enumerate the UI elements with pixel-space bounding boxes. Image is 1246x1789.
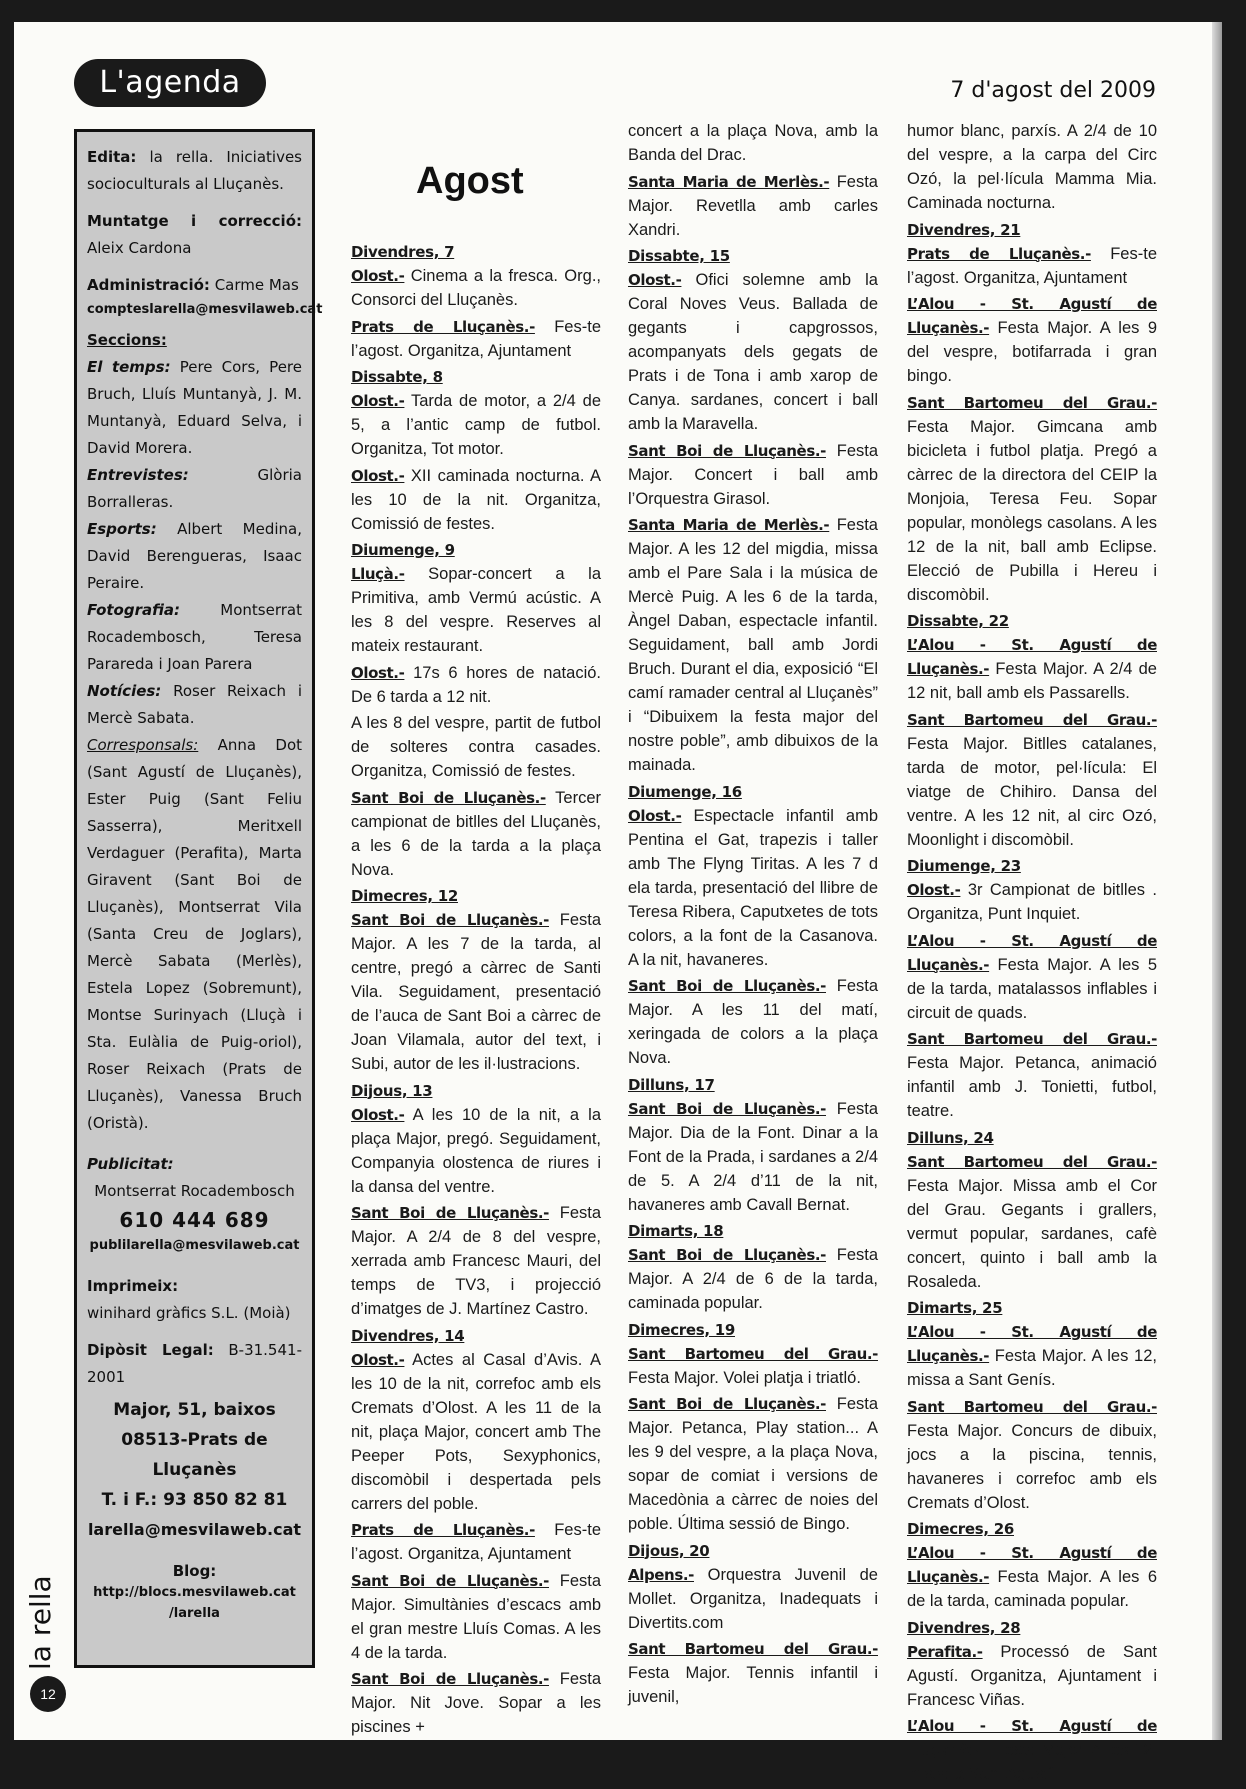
fotografia-value: Montserrat Rocadembosch, Teresa Parareda i Joan Parera — [87, 601, 302, 673]
agenda-entry — [907, 1541, 1157, 1613]
entry-text: XII caminada nocturna. A les 10 de la nit. Organitza, Comissió de festes. — [351, 466, 601, 533]
publicitat-phone: 610 444 689 — [119, 1208, 270, 1232]
agenda-entry — [351, 661, 601, 709]
edita-label: Edita: — [87, 148, 137, 166]
agenda-entry — [628, 268, 878, 436]
entry-place: Olost.- — [351, 267, 405, 285]
agenda-column-2 — [628, 119, 878, 1712]
address-line-1: Major, 51, baixos — [113, 1400, 276, 1420]
day-heading: Dissabte, 15 — [628, 247, 730, 265]
agenda-entry — [907, 119, 1157, 215]
day-heading: Dijous, 20 — [628, 1541, 710, 1560]
entry-text: Festa Major. Nit Jove. Sopar a les piscines + — [351, 1670, 602, 1736]
entry-place: L’Alou - St. Agustí de Lluçanès.- — [907, 1544, 1157, 1586]
entry-text: Fes-te l’agost. Organitza, Ajuntament — [351, 1521, 601, 1563]
agenda-entry — [907, 878, 1157, 926]
day-heading: Dilluns, 24 — [907, 1128, 994, 1147]
imprimeix-label: Imprimeix: — [87, 1277, 179, 1295]
entry-text: Tercer campionat de bitlles del Lluçanès, a les 6 de la tarda a la plaça Nova. — [351, 788, 601, 879]
day-heading: Diumenge, 16 — [628, 782, 742, 801]
edita-value: la rella. Iniciatives socioculturals al Lluçanès. — [87, 148, 302, 193]
day-heading: Divendres, 21 — [907, 220, 1021, 239]
agenda-entry — [628, 1097, 878, 1217]
entry-place: L’Alou - St. Agustí de Lluçanès.- — [907, 931, 1157, 974]
issue-date: 7 d'agost del 2009 — [950, 78, 1156, 103]
agenda-entry — [628, 439, 878, 511]
agenda-entry — [351, 389, 601, 461]
entry-text: Festa Major. Gimcana amb bicicleta i futbol platja. Pregó a càrrec de la directora del CEIP la Monjoia, Teresa Feu. Sopar popular, monòlegs casolans. A les 12 de la nit, ball amb Eclipse. Elecció de Pubilla i Hereu i discomòbil. — [907, 417, 1157, 604]
entry-place: Prats de Lluçanès.- — [907, 244, 1091, 263]
agenda-entry — [351, 1569, 601, 1665]
entry-place: Perafita.- — [907, 1642, 983, 1661]
agenda-entry — [351, 264, 601, 312]
agenda-entry — [628, 513, 878, 777]
agenda-entry — [351, 908, 601, 1076]
noticies-label: Notícies: — [87, 682, 162, 700]
corresponsals-value: Anna Dot (Sant Agustí de Lluçanès), Ester Puig (Sant Feliu Sasserra), Meritxell Verdaguer (Perafita), Marta Giravent (Sant Boi de Lluçanès), Montserrat Vila (Santa Creu de Joglars), Mercè Sabata (Merlès), Estela Lopez (Sobremunt), Montse Surinyach (Lluçà i Sta. Eulàlia de Puig-oriol), Roser Reixach (Prats de Lluçanès), Vanessa Bruch (Oristà). — [87, 736, 302, 1132]
agenda-entry — [351, 1667, 601, 1739]
entry-text: Fes-te l’agost. Organitza, Ajuntament — [907, 244, 1157, 287]
day-heading: Dimecres, 12 — [351, 887, 458, 905]
entry-place: Sant Bartomeu del Grau.- — [907, 710, 1157, 729]
agenda-entry — [351, 1201, 601, 1321]
entrevistes-label: Entrevistes: — [87, 466, 189, 484]
entry-text: Festa Major. Revetlla amb carles Xandri. — [628, 172, 878, 239]
noticies-value: Roser Reixach i Mercè Sabata. — [87, 682, 302, 727]
day-heading: Divendres, 7 — [351, 243, 455, 261]
entry-place: Sant Bartomeu del Grau.- — [907, 1397, 1157, 1416]
muntatge-value: Aleix Cardona — [87, 239, 192, 257]
brand-vertical: la rella — [24, 1575, 57, 1670]
day-heading: Divendres, 14 — [351, 1326, 465, 1345]
agenda-entry — [907, 633, 1157, 705]
entry-text: Festa Major. A les 9 del vespre, botifarrada i gran bingo. — [907, 319, 1157, 385]
magazine-page — [14, 22, 1222, 1783]
seccions-label: Seccions: — [87, 331, 167, 349]
day-heading: Dimecres, 26 — [907, 1520, 1014, 1538]
day-heading: Divendres, 28 — [907, 1618, 1021, 1637]
day-heading: Dimarts, 25 — [907, 1299, 1003, 1317]
agenda-entry — [351, 1518, 601, 1566]
temps-label: El temps: — [87, 358, 171, 376]
entry-place: Sant Bartomeu del Grau.- — [907, 393, 1157, 412]
agenda-entry — [907, 1150, 1157, 1294]
entry-place: Sant Bartomeu del Grau.- — [907, 1152, 1157, 1171]
admin-email: compteslarella@mesvilaweb.cat — [87, 302, 323, 317]
agenda-entry — [907, 1640, 1157, 1712]
agenda-entry — [351, 562, 601, 658]
publicitat-label: Publicitat: — [87, 1155, 174, 1173]
agenda-entry — [907, 929, 1157, 1025]
publicitat-name: Montserrat Rocadembosch — [94, 1182, 295, 1200]
esports-label: Esports: — [87, 520, 157, 538]
entry-text: A les 8 del vespre, partit de futbol de solteres contra casades. Organitza, Comissió de festes. — [351, 714, 601, 780]
entry-place: Sant Boi de Lluçanès.- — [628, 1395, 826, 1413]
entry-place: Sant Boi de Lluçanès.- — [628, 1099, 826, 1118]
entry-text: Festa Major. Concurs de dibuix, jocs a la piscina, tennis, havaneres i correfoc amb els Cremats d’Olost. — [907, 1421, 1157, 1512]
temps-value: Pere Cors, Pere Bruch, Lluís Muntanyà, J. M. Muntanyà, Eduard Selva, i David Morera. — [87, 358, 302, 457]
agenda-entry — [907, 708, 1157, 852]
entry-text: Cinema a la fresca. Org., Consorci del Lluçanès. — [351, 267, 601, 309]
entry-text: Festa Major. Simultànies d’escacs amb el gran mestre Lluís Comas. A les 4 de la tarda. — [351, 1571, 602, 1662]
entry-text: Tarda de motor, a 2/4 de 5, a l’antic camp de futbol. Organitza, Tot motor. — [351, 392, 601, 458]
entry-place: Sant Boi de Lluçanès.- — [628, 1246, 826, 1264]
day-heading: Dissabte, 22 — [907, 612, 1009, 630]
entry-text: Processó de Sant Agustí. Organitza, Ajuntament i Francesc Viñas. — [907, 1642, 1157, 1709]
credits-sidebar — [74, 129, 323, 1668]
entry-place: Olost.- — [351, 1350, 405, 1369]
entry-place: Olost.- — [907, 881, 961, 899]
entry-place: Sant Boi de Lluçanès.- — [628, 441, 826, 460]
entry-text: Festa Major. A les 7 de la tarda, al centre, pregó a càrrec de Santi Vila. Seguidament, presentació de l’auca de Sant Boi a càrrec de Joan Vilamala, autor del text, i Subi, autor de les il·lustracions. — [351, 911, 602, 1073]
entry-place: Santa Maria de Merlès.- — [628, 516, 830, 534]
day-heading: Diumenge, 9 — [351, 541, 455, 559]
entry-place: L’Alou - St. Agustí de Lluçanès.- — [907, 295, 1157, 337]
entry-text: Festa Major. A les 12, missa a Sant Genís. — [907, 1347, 1157, 1389]
agenda-entry — [628, 1637, 878, 1709]
entry-place: L’Alou - St. Agustí de Lluçanès.- — [907, 636, 1157, 678]
entry-place: Sant Boi de Lluçanès.- — [628, 977, 826, 995]
entry-text: A les 10 de la nit, a la plaça Major, pregó. Seguidament, Companyia olostenca de riures i la dansa del ventre. — [351, 1105, 601, 1196]
page-edge — [1212, 22, 1222, 1740]
month-title: Agost — [416, 160, 524, 202]
entry-text: Festa Major. A les 12, missa a Sant Agustí. — [907, 1741, 1157, 1783]
entry-text: Festa Major. A les 12 del migdia, missa amb el Pare Sala i la música de Mercè Puig. A les 6 de la tarda, Àngel Daban, espectacle infantil. Seguidament, ball amb Jordi Bruch. Durant el dia, exposició “El camí ramader central al Lluçanès” i “Dibuixem la festa major del nostre poble”, amb dibuixos de la mainada. — [628, 516, 878, 774]
agenda-entry — [907, 1027, 1157, 1123]
publicitat-email: publilarella@mesvilaweb.cat — [89, 1238, 300, 1253]
entry-text: Fes-te l’agost. Organitza, Ajuntament — [351, 317, 601, 360]
entry-text: 3r Campionat de bitlles . Organitza, Punt Inquiet. — [907, 881, 1157, 923]
agenda-entry — [907, 242, 1157, 290]
agenda-entry — [351, 711, 601, 783]
agenda-entry — [628, 1243, 878, 1315]
day-heading: Dijous, 13 — [351, 1081, 433, 1100]
agenda-entry — [907, 1395, 1157, 1515]
agenda-entry — [351, 786, 601, 882]
admin-label: Administració: — [87, 276, 210, 294]
agenda-entry — [351, 464, 601, 536]
agenda-column-3 — [907, 119, 1157, 1789]
entry-text: Festa Major. Petanca, Play station... A les 9 del vespre, a la plaça Nova, sopar de comiat i versions de Macedònia a càrrec de noies del poble. Última sessió de Bingo. — [628, 1395, 879, 1533]
entry-text: Sopar-concert a la Primitiva, amb Vermú acústic. A les 8 del vespre. Reserves al mateix restaurant. — [351, 565, 601, 655]
blog-url-2[interactable]: /larella — [169, 1606, 220, 1621]
section-tag: L'agenda — [74, 59, 266, 107]
entry-text: Espectacle infantil amb Pentina el Gat, trapezis i taller amb The Flyng Tiritas. A les 7 d ela tarda, presentació del llibre de Teresa Ribera, Caputxetes de tots colors, a la font de la Casanova. A la nit, havaneres. — [628, 806, 878, 969]
agenda-column-1 — [351, 240, 601, 1742]
entry-text: Festa Major. Tennis infantil i juvenil, — [628, 1664, 878, 1706]
entry-place: L’Alou - St. Agustí de Lluçanès.- — [907, 1323, 1157, 1365]
fotografia-label: Fotografia: — [87, 601, 181, 619]
entry-text: humor blanc, parxís. A 2/4 de 10 del vespre, a la carpa del Circ Ozó, la pel·lícula Mamma Mia. Caminada nocturna. — [907, 122, 1157, 212]
entry-place: Sant Bartomeu del Grau.- — [628, 1640, 878, 1658]
entry-place: Sant Bartomeu del Grau.- — [907, 1030, 1157, 1048]
diposit-value: B-31.541-2001 — [87, 1341, 302, 1386]
agenda-entry — [628, 1563, 878, 1635]
entry-place: Prats de Lluçanès.- — [351, 1521, 535, 1539]
agenda-entry — [628, 119, 878, 167]
entry-text: Festa Major. Missa amb el Cor del Grau. Gegants i grallers, vermut popular, sardanes, cafè concert, quinto i ball amb la Rosaleda. — [907, 1176, 1157, 1291]
blog-url-1[interactable]: http://blocs.mesvilaweb.cat — [93, 1585, 296, 1600]
day-heading: Dimarts, 18 — [628, 1222, 724, 1240]
entry-place: Santa Maria de Merlès.- — [628, 172, 830, 191]
day-heading: Dimecres, 19 — [628, 1320, 735, 1339]
entry-text: Festa Major. A 2/4 de 12 nit, ball amb els Passarells. — [907, 660, 1157, 702]
day-heading: Diumenge, 23 — [907, 857, 1021, 875]
entry-text: Festa Major. Bitlles catalanes, tarda de motor, pel·lícula: El viatge de Chihiro. Dansa del ventre. A les 12 nit, al circ Ozó, Moonlight i discomòbil. — [907, 734, 1157, 849]
entry-place: Sant Boi de Lluçanès.- — [351, 1204, 549, 1222]
address-phone: T. i F.: 93 850 82 81 — [101, 1490, 288, 1510]
agenda-entry — [628, 974, 878, 1070]
agenda-entry — [628, 804, 878, 972]
agenda-entry — [907, 391, 1157, 607]
entry-place: L’Alou - St. Agustí de Lluçanès.- — [907, 1717, 1157, 1759]
entry-text: Festa Major. A les 5 de la tarda, matalassos inflables i circuit de quads. — [907, 955, 1157, 1022]
corresponsals-label: Corresponsals: — [87, 736, 199, 754]
entry-text: Festa Major. A les 6 de la tarda, caminada popular. — [907, 1568, 1157, 1610]
entry-text: Festa Major. Petanca, animació infantil amb J. Tonietti, futbol, teatre. — [907, 1054, 1157, 1120]
entry-text: Festa Major. A les 11 del matí, xeringada de colors a la plaça Nova. — [628, 977, 879, 1067]
esports-value: Albert Medina, David Berengueras, Isaac Peraire. — [87, 520, 302, 592]
entry-place: Prats de Lluçanès.- — [351, 317, 535, 336]
entry-place: Sant Boi de Lluçanès.- — [351, 911, 549, 929]
entry-place: Olost.- — [628, 806, 682, 825]
entry-place: Sant Boi de Lluçanès.- — [351, 1571, 549, 1590]
blog-label: Blog: — [172, 1562, 217, 1580]
entry-text: Festa Major. Volei platja i triatló. — [628, 1368, 861, 1387]
address-email: larella@mesvilaweb.cat — [87, 1520, 302, 1539]
entry-text: Orquestra Juvenil de Mollet. Organitza, Inadequats i Divertits.com — [628, 1565, 878, 1632]
entry-text: 17s 6 hores de natació. De 6 tarda a 12 nit. — [351, 663, 601, 706]
entry-text: Ofici solemne amb la Coral Noves Veus. Ballada de gegants i capgrossos, acompanyats dels gegats de Prats i de Tona i amb xarop de Canya. sardanes, concert i ball amb la Maravella. — [628, 271, 878, 433]
agenda-entry — [907, 1714, 1157, 1786]
entry-place: Sant Boi de Lluçanès.- — [351, 788, 546, 807]
admin-value: Carme Mas — [214, 276, 299, 294]
agenda-entry — [351, 1348, 601, 1516]
agenda-entry — [628, 1392, 878, 1536]
entry-place: Olost.- — [351, 663, 405, 682]
day-heading: Dilluns, 17 — [628, 1075, 715, 1094]
address-line-2: 08513-Prats de Lluçanès — [121, 1430, 268, 1480]
entry-place: Olost.- — [351, 466, 405, 485]
entrevistes-value: Glòria Borralleras. — [87, 466, 302, 511]
agenda-entry — [351, 315, 601, 363]
diposit-label: Dipòsit Legal: — [87, 1341, 214, 1359]
entry-text: concert a la plaça Nova, amb la Banda del Drac. — [628, 122, 878, 164]
entry-place: Lluçà.- — [351, 565, 405, 583]
agenda-entry — [907, 1320, 1157, 1392]
entry-text: Actes al Casal d’Avis. A les 10 de la nit, correfoc amb els Cremats d’Olost. A les 11 de la nit, plaça Major, concert amb The Peeper Pots, Sexyphonics, discomòbil i despertada pels carrers del poble. — [351, 1350, 601, 1513]
agenda-entry — [628, 170, 878, 242]
entry-place: Olost.- — [351, 1105, 405, 1124]
entry-place: Alpens.- — [628, 1565, 694, 1584]
entry-place: Olost.- — [351, 392, 405, 410]
muntatge-label: Muntatge i correcció: — [87, 212, 302, 230]
entry-text: Festa Major. A 2/4 de 6 de la tarda, caminada popular. — [628, 1246, 879, 1312]
agenda-entry — [628, 1342, 878, 1390]
agenda-entry — [907, 292, 1157, 388]
entry-text: Festa Major. Concert i ball amb l’Orquestra Girasol. — [628, 441, 879, 508]
entry-place: Olost.- — [628, 271, 682, 289]
entry-place: Sant Bartomeu del Grau.- — [628, 1344, 878, 1363]
day-heading: Dissabte, 8 — [351, 368, 443, 386]
entry-text: Festa Major. Dia de la Font. Dinar a la Font de la Prada, i sardanes a 2/4 de 5. A 2/4 d’11 de la nit, havaneres amb Cavall Bernat. — [628, 1099, 879, 1214]
agenda-entry — [351, 1103, 601, 1199]
imprimeix-value: winihard gràfics S.L. (Moià) — [87, 1304, 291, 1322]
entry-text: Festa Major. A 2/4 de 8 del vespre, xerrada amb Francesc Mauri, del temps de TV3, i projecció d’imatges de J. Martínez Castro. — [351, 1204, 602, 1318]
entry-place: Sant Boi de Lluçanès.- — [351, 1670, 549, 1688]
page-number: 12 — [30, 1676, 66, 1712]
